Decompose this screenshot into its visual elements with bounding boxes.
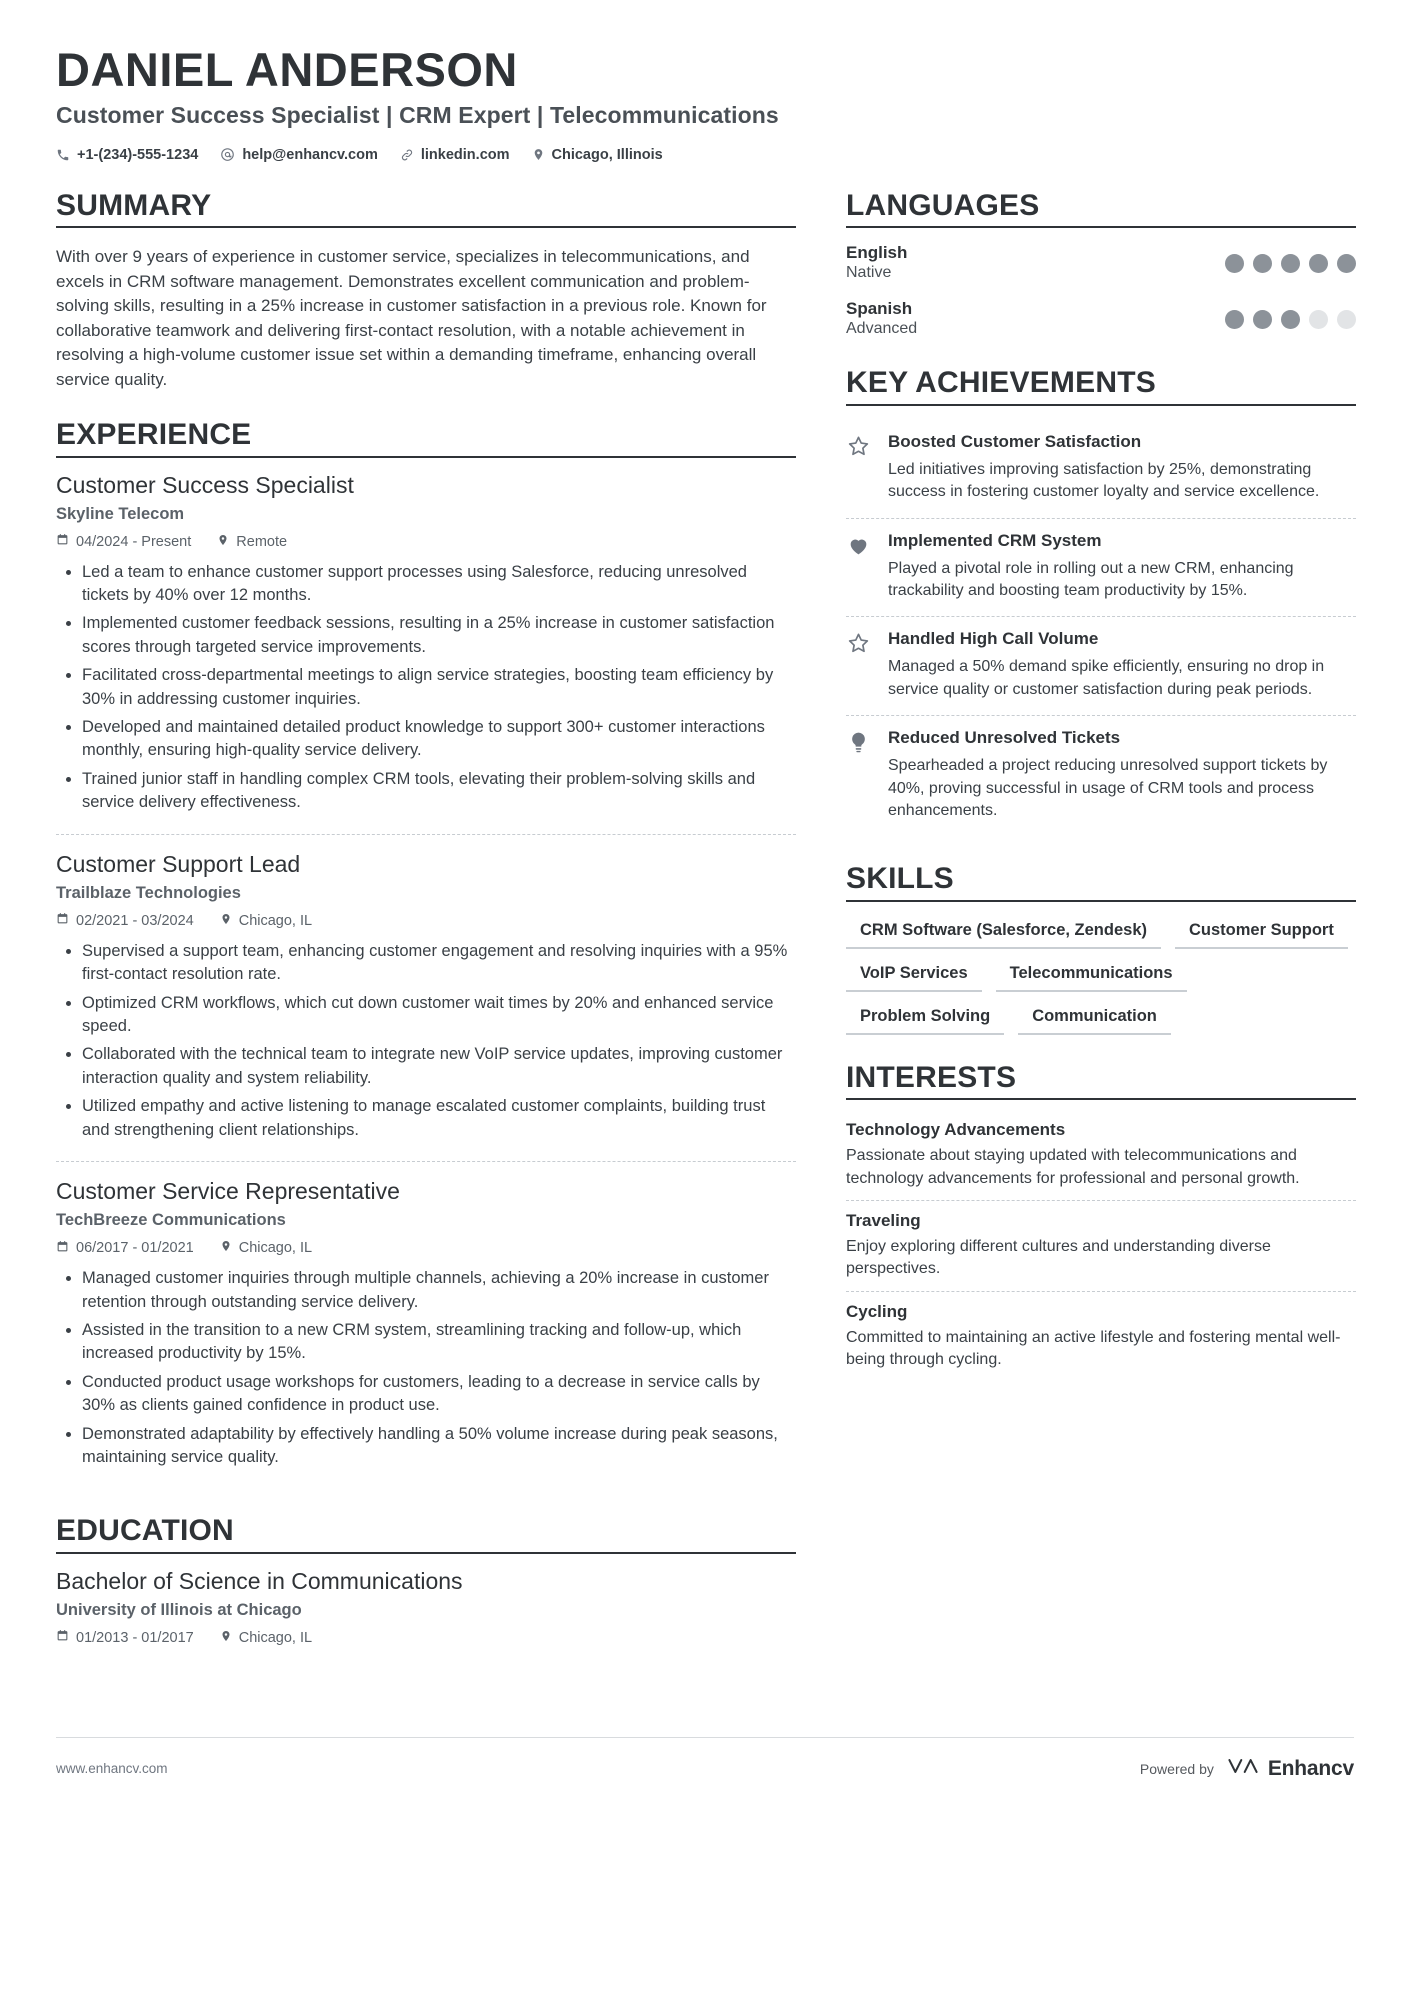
experience-divider — [56, 456, 796, 458]
skill-chip: Customer Support — [1175, 916, 1348, 949]
skills-divider — [846, 900, 1356, 902]
language-rating — [1225, 310, 1356, 329]
job-bullet: Demonstrated adaptability by effectively handling a 50% volume increase during peak seasons, maintaining service quality. — [82, 1423, 796, 1470]
job-location — [220, 912, 312, 930]
rating-dot — [1309, 254, 1328, 273]
contact-email — [220, 147, 378, 163]
calendar-icon — [56, 533, 69, 550]
achievement-title: Boosted Customer Satisfaction — [888, 431, 1142, 451]
job-bullets — [56, 1267, 796, 1469]
right-column — [846, 185, 1356, 1408]
education-heading: EDUCATION — [56, 1514, 234, 1548]
achievement-title: Handled High Call Volume — [888, 629, 1099, 649]
section-experience — [56, 418, 796, 1488]
experience-item — [56, 472, 796, 834]
enhancv-wordmark: Enhancv — [1267, 1756, 1354, 1780]
page-title: DANIEL ANDERSON — [56, 43, 518, 96]
contact-link-value[interactable]: linkedin.com — [420, 146, 510, 163]
interest-item — [846, 1114, 1356, 1200]
job-bullet: Led a team to enhance customer support processes using Salesforce, reducing unresolved tickets by 40% over 12 months. — [82, 561, 796, 608]
section-summary — [56, 189, 796, 392]
location-icon — [220, 912, 232, 930]
education-dates-value: 01/2013 - 01/2017 — [76, 1629, 194, 1646]
heart-icon — [846, 531, 874, 603]
language-level: Native — [846, 264, 892, 282]
rating-dot — [1337, 310, 1356, 329]
phone-icon — [56, 148, 70, 162]
education-item — [56, 1568, 796, 1671]
interest-desc: Passionate about staying updated with telecommunications and technology advancements for professional and personal growth. — [846, 1147, 1300, 1187]
achievement-item — [846, 518, 1356, 617]
experience-item — [56, 834, 796, 1161]
education-meta — [56, 1629, 796, 1647]
achievement-desc: Managed a 50% demand spike efficiently, ensuring no drop in service quality or customer satisfaction during peak periods. — [888, 658, 1325, 698]
skill-chip: Problem Solving — [846, 1002, 1004, 1035]
calendar-icon — [56, 1240, 69, 1257]
job-dates — [56, 912, 194, 929]
job-location — [217, 533, 287, 551]
achievement-title: Reduced Unresolved Tickets — [888, 728, 1121, 748]
achievement-title: Implemented CRM System — [888, 530, 1102, 550]
job-bullet: Managed customer inquiries through multiple channels, achieving a 20% increase in customer retention through outstanding service delivery. — [82, 1267, 796, 1314]
page-footer — [56, 1737, 1354, 1804]
job-bullet: Developed and maintained detailed product knowledge to support 300+ customer interactions monthly, ensuring high-quality service delivery. — [82, 716, 796, 763]
rating-dot — [1225, 310, 1244, 329]
job-role: Customer Support Lead — [56, 850, 301, 877]
education-location — [220, 1629, 312, 1647]
job-bullets — [56, 940, 796, 1142]
job-dates-value: 06/2017 - 01/2021 — [76, 1240, 194, 1257]
contact-location — [532, 147, 663, 163]
rating-dot — [1253, 310, 1272, 329]
job-dates — [56, 1240, 194, 1257]
job-location-value: Remote — [236, 533, 288, 550]
skill-chip: Telecommunications — [996, 959, 1187, 992]
left-column — [56, 185, 796, 1697]
achievements-heading: KEY ACHIEVEMENTS — [846, 366, 1156, 400]
education-divider — [56, 1552, 796, 1554]
contact-location-value: Chicago, Illinois — [551, 146, 663, 163]
interest-desc: Committed to maintaining an active lifestyle and fostering mental well-being through cycling. — [846, 1328, 1341, 1369]
language-level: Advanced — [846, 320, 918, 338]
enhancv-logo — [1226, 1756, 1354, 1782]
education-dates — [56, 1629, 194, 1646]
rating-dot — [1281, 254, 1300, 273]
experience-heading: EXPERIENCE — [56, 418, 252, 451]
job-bullet: Implemented customer feedback sessions, resulting in a 25% increase in customer satisfaction scores through targeted service improvements. — [82, 612, 796, 659]
language-item — [846, 242, 1356, 284]
location-icon — [220, 1239, 232, 1257]
contact-email-value: help@enhancv.com — [242, 146, 378, 163]
link-icon — [400, 148, 414, 162]
skill-chip: VoIP Services — [846, 959, 982, 992]
job-bullet: Optimized CRM workflows, which cut down customer wait times by 20% and enhanced service speed. — [82, 992, 796, 1039]
job-bullet: Facilitated cross-departmental meetings to align service strategies, boosting team efficiency by 30% in addressing customer inquiries. — [82, 664, 796, 711]
lightbulb-icon — [846, 728, 874, 822]
location-icon — [220, 1629, 232, 1647]
summary-text: With over 9 years of experience in customer service, specializes in telecommunications, and excels in CRM software management. Demonstrates excellent communication and problem-solving skills, resulting in a 25% increase in customer satisfaction in a previous role. Known for collaborative teamwork and delivering first-contact resolution, with a notable achievement in resolving a high-volume customer issue set within a demanding timeframe, enhancing overall service quality. — [56, 247, 767, 389]
location-icon — [217, 533, 229, 551]
job-dates-value: 04/2024 - Present — [76, 533, 192, 550]
job-meta — [56, 533, 796, 551]
experience-item — [56, 1161, 796, 1488]
interests-heading: INTERESTS — [846, 1060, 1017, 1094]
section-education — [56, 1514, 796, 1671]
interest-item — [846, 1200, 1356, 1291]
achievement-desc: Spearheaded a project reducing unresolved support tickets by 40%, proving successful in usage of CRM tools and process enhancements. — [888, 757, 1328, 819]
education-location-value: Chicago, IL — [238, 1629, 313, 1646]
location-icon — [532, 147, 545, 162]
job-role: Customer Success Specialist — [56, 471, 354, 498]
calendar-icon — [56, 912, 69, 929]
calendar-icon — [56, 1629, 69, 1646]
powered-by — [1140, 1756, 1354, 1782]
achievement-item — [846, 715, 1356, 836]
job-bullet: Trained junior staff in handling complex CRM tools, elevating their problem-solving skills and service delivery effectiveness. — [82, 768, 796, 815]
language-name: Spanish — [846, 299, 913, 319]
skill-chip: Communication — [1018, 1002, 1171, 1035]
achievement-item — [846, 420, 1356, 518]
summary-heading: SUMMARY — [56, 188, 212, 222]
interest-item — [846, 1291, 1356, 1382]
rating-dot — [1309, 310, 1328, 329]
job-location-value: Chicago, IL — [238, 1240, 313, 1257]
rating-dot — [1253, 254, 1272, 273]
rating-dot — [1281, 310, 1300, 329]
resume-header — [56, 44, 1354, 163]
achievement-item — [846, 616, 1356, 715]
footer-site[interactable]: www.enhancv.com — [56, 1761, 168, 1777]
achievements-divider — [846, 404, 1356, 406]
job-bullet: Collaborated with the technical team to integrate new VoIP service updates, improving customer interaction quality and system reliability. — [82, 1043, 796, 1090]
skills-heading: SKILLS — [846, 862, 954, 896]
language-rating — [1225, 254, 1356, 273]
job-meta — [56, 912, 796, 930]
language-name: English — [846, 243, 908, 263]
education-degree: Bachelor of Science in Communications — [56, 1567, 463, 1594]
interests-divider — [846, 1098, 1356, 1100]
education-school: University of Illinois at Chicago — [56, 1600, 302, 1619]
rating-dot — [1337, 254, 1356, 273]
contact-phone-value: +1-(234)-555-1234 — [77, 146, 199, 163]
job-bullets — [56, 561, 796, 815]
section-interests — [846, 1061, 1356, 1382]
job-bullet: Supervised a support team, enhancing customer engagement and resolving inquiries with a 95% first-contact resolution rate. — [82, 940, 796, 987]
job-company: Trailblaze Technologies — [56, 883, 241, 902]
interest-title: Cycling — [846, 1301, 908, 1321]
interest-title: Technology Advancements — [846, 1120, 1066, 1140]
star-outline-icon — [846, 629, 874, 701]
job-company: TechBreeze Communications — [56, 1211, 286, 1230]
section-skills — [846, 862, 1356, 1035]
summary-divider — [56, 226, 796, 228]
contact-row — [56, 147, 1354, 163]
skill-chip: CRM Software (Salesforce, Zendesk) — [846, 916, 1161, 949]
languages-heading: LANGUAGES — [846, 188, 1040, 222]
job-company: Skyline Telecom — [56, 504, 185, 523]
contact-phone — [56, 147, 198, 163]
job-location-value: Chicago, IL — [238, 912, 313, 929]
job-meta — [56, 1239, 796, 1257]
interest-desc: Enjoy exploring different cultures and understanding diverse perspectives. — [846, 1238, 1271, 1278]
languages-divider — [846, 226, 1356, 228]
star-outline-icon — [846, 432, 874, 504]
job-bullet: Conducted product usage workshops for customers, leading to a decrease in service calls by 30% as clients gained confidence in product use. — [82, 1371, 796, 1418]
section-languages — [846, 189, 1356, 341]
professional-headline: Customer Success Specialist | CRM Expert | Telecommunications — [56, 101, 779, 128]
powered-by-label: Powered by — [1139, 1760, 1214, 1777]
job-bullet: Assisted in the transition to a new CRM system, streamlining tracking and follow-up, which increased productivity by 15%. — [82, 1319, 796, 1366]
achievement-desc: Led initiatives improving satisfaction by 25%, demonstrating success in fostering customer loyalty and service excellence. — [888, 460, 1320, 501]
job-location — [220, 1239, 312, 1257]
job-role: Customer Service Representative — [56, 1178, 400, 1205]
rating-dot — [1225, 254, 1244, 273]
interest-title: Traveling — [846, 1211, 921, 1231]
section-key-achievements — [846, 366, 1356, 836]
language-item — [846, 298, 1356, 340]
job-dates — [56, 533, 191, 550]
job-bullet: Utilized empathy and active listening to manage escalated customer complaints, building trust and strengthening client relationships. — [82, 1095, 796, 1142]
skills-list — [846, 916, 1356, 1035]
achievement-desc: Played a pivotal role in rolling out a new CRM, enhancing trackability and boosting team productivity by 15%. — [888, 559, 1294, 599]
contact-link[interactable] — [400, 147, 510, 163]
email-icon — [220, 147, 235, 162]
enhancv-mark-icon — [1226, 1756, 1260, 1782]
job-dates-value: 02/2021 - 03/2024 — [76, 912, 194, 929]
